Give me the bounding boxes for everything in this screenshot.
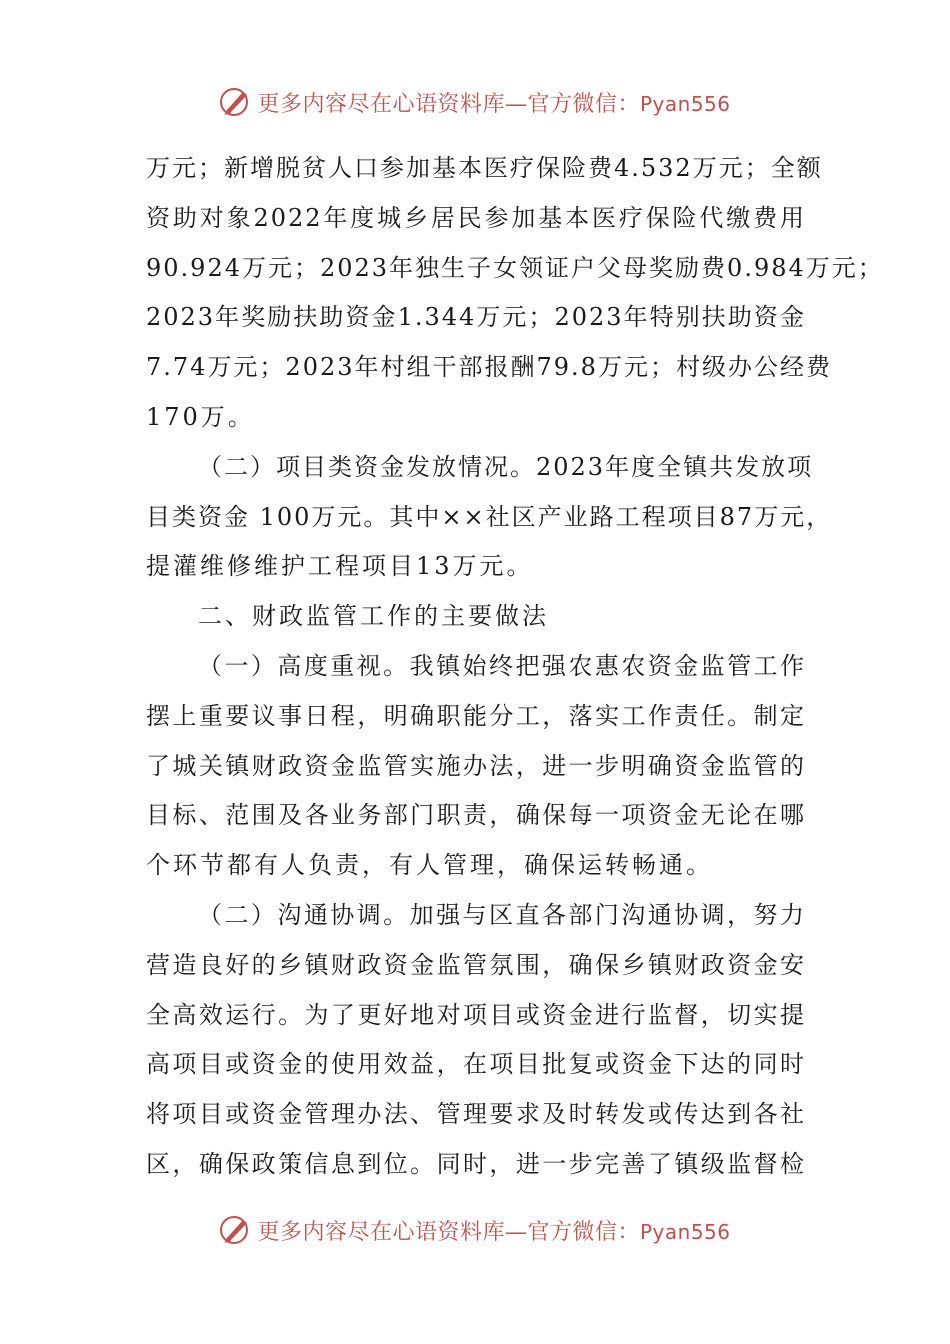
text-line: 7.74万元；2023年村组干部报酬79.8万元；村级办公经费: [146, 353, 832, 382]
text-line: 目标、范围及各业务部门职责，确保每一项资金无论在哪: [146, 801, 806, 830]
text-line: 个环节都有人负责，有人管理，确保运转畅通。: [146, 851, 713, 880]
text-line: 摆上重要议事日程，明确职能分工，落实工作责任。制定: [146, 701, 806, 730]
paragraph-start: （二）项目类资金发放情况。2023年度全镇共发放项: [198, 452, 814, 481]
text-line: 了城关镇财政资金监管实施办法，进一步明确资金监管的: [146, 751, 806, 780]
document-body: [146, 144, 884, 1190]
text-line: 170万。: [146, 402, 255, 431]
text-line: 区，确保政策信息到位。同时，进一步完善了镇级监督检: [146, 1149, 806, 1178]
paragraph-start: （二）沟通协调。加强与区直各部门沟通协调，努力: [198, 900, 806, 929]
watermark-banner-bottom: [0, 1208, 950, 1252]
text-line: 资助对象2022年度城乡居民参加基本医疗保险代缴费用: [146, 203, 806, 232]
watermark-text: 更多内容尽在心语资料库—官方微信：Pyan556: [257, 91, 731, 117]
watermark-banner-top: [0, 80, 950, 124]
text-line: 营造良好的乡镇财政资金监管氛围，确保乡镇财政资金安: [146, 950, 806, 979]
text-line: 万元；新增脱贫人口参加基本医疗保险费4.532万元；全额: [146, 154, 823, 182]
text-line: 90.924万元；2023年独生子女领证户父母奖励费0.984万元；: [146, 253, 884, 282]
section-heading: 二、财政监管工作的主要做法: [198, 602, 549, 631]
text-line: 提灌维修维护工程项目13万元。: [146, 552, 534, 581]
watermark-text: 更多内容尽在心语资料库—官方微信：Pyan556: [257, 1219, 731, 1245]
text-line: 全高效运行。为了更好地对项目或资金进行监督，切实提: [146, 1000, 806, 1029]
pen-seal-icon: [219, 1213, 253, 1247]
pen-seal-icon: [219, 85, 253, 119]
text-line: 高项目或资金的使用效益，在项目批复或资金下达的同时: [146, 1050, 806, 1079]
paragraph-start: （一）高度重视。我镇始终把强农惠农资金监管工作: [198, 651, 806, 680]
text-line: 将项目或资金管理办法、管理要求及时转发或传达到各社: [146, 1100, 806, 1129]
text-line: 目类资金 100万元。其中××社区产业路工程项目87万元，: [146, 502, 833, 531]
text-line: 2023年奖励扶助资金1.344万元；2023年特别扶助资金: [146, 303, 806, 332]
